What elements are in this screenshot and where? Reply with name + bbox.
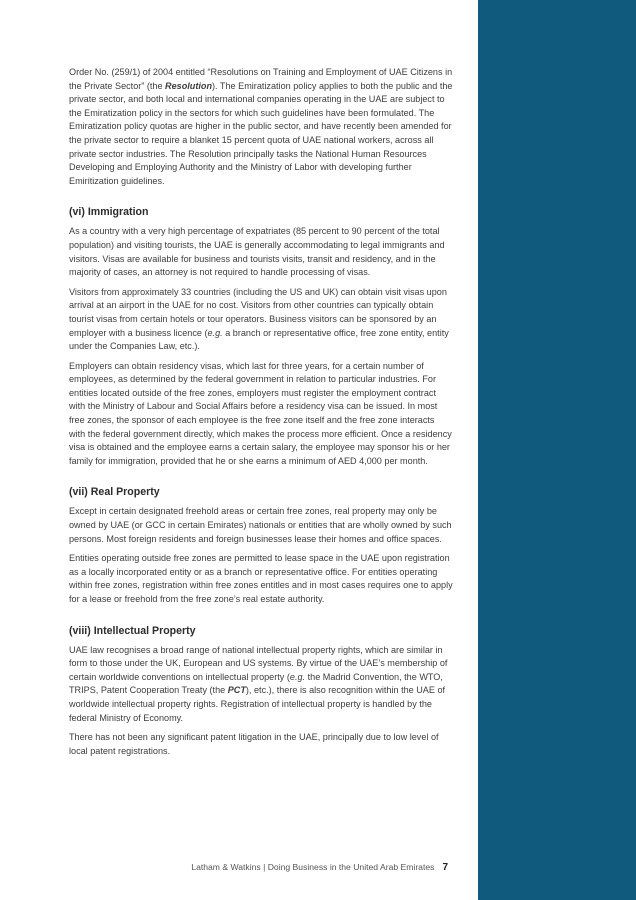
footer-text: Latham & Watkins | Doing Business in the United Arab Emirates	[191, 862, 435, 872]
pct-term: PCT	[227, 685, 246, 696]
emiratization-paragraph: Order No. (259/1) of 2004 entitled “Resolutions on Training and Employment of UAE Citizens in the Private Sector” (the Resolution). The Emiratization policy applies to both the public and the private sector, and both local and international companies operating in the UAE are subject to the Emiratization policy in the sectors for which such guidelines have been formulated. The Emiratization policy quotas are higher in the public sector, and have recently been amended for the private sector to require a blanket 15 percent quota of UAE national workers, across all private sector industries. The Resolution principally tasks the National Human Resources Developing and Employing Authority and the Ministry of Labor with developing further Emiritization guidelines.	[69, 67, 453, 186]
real-property-paragraph-2: Entities operating outside free zones are permitted to lease space in the UAE upon registration as a locally incorporated entity or as a branch or representative office. For entities operating within free zones, registration within free zones entitles and in most cases requires one to apply for a lease or freehold from the free zone’s real estate authority.	[69, 553, 453, 604]
page-content	[69, 66, 453, 764]
immigration-heading: (vi) Immigration	[69, 206, 149, 219]
resolution-term: Resolution	[165, 80, 213, 91]
page-footer	[191, 862, 448, 873]
intellectual-property-heading: (viii) Intellectual Property	[69, 624, 196, 637]
side-color-band	[478, 0, 636, 900]
real-property-paragraph-1: Except in certain designated freehold areas or certain free zones, real property may only be owned by UAE (or GCC in certain Emirates) nationals or entities that are wholly owned by such persons. Most foreign residents and foreign businesses lease their homes and office spaces.	[69, 506, 452, 544]
intellectual-property-paragraph-1: UAE law recognises a broad range of national intellectual property rights, which are similar in form to those under the UK, European and US systems. By virtue of the UAE’s membership of certain worldwide conventions on intellectual property (e.g. the Madrid Convention, the WTO, TRIPS, Patent Cooperation Treaty (the PCT), etc.), there is also recognition within the UAE of worldwide intellectual property rights. Registration of intellectual property is handled by the federal Ministry of Economy.	[69, 644, 448, 723]
intellectual-property-paragraph-2: There has not been any significant patent litigation in the UAE, principally due to low level of local patent registrations.	[69, 732, 439, 756]
real-property-heading: (vii) Real Property	[69, 486, 160, 499]
page-number: 7	[442, 862, 448, 873]
immigration-paragraph-2: Visitors from approximately 33 countries (including the US and UK) can obtain visit visas upon arrival at an airport in the UAE for no cost. Visitors from other countries can typically obtain tourist visas from certain hotels or tour operators. Business visitors can be sponsored by an employer with a business licence (e.g. a branch or representative office, free zone entity, entity under the Companies Law, etc.).	[69, 286, 449, 352]
immigration-paragraph-1: As a country with a very high percentage of expatriates (85 percent to 90 percent of the total population) and visiting tourists, the UAE is generally accommodating to legal immigrants and visitors. Visas are available for business and tourists visits, transit and residency, and in the majority of cases, an attorney is not required to handle processing of visas.	[69, 226, 445, 278]
immigration-paragraph-3: Employers can obtain residency visas, which last for three years, for a certain number of employees, as determined by the federal government in relation to particular industries. For entities located outside of the free zones, employers must register the employment contract with the Ministry of Labour and Social Affairs before a residency visa can be issued. In most free zones, the sponsor of each employee is the free zone itself and the free zone interacts with the federal government directly, which makes the process more efficient. Once a residency visa is obtained and the employee earns a certain salary, the employee may sponsor his or her family for immigration, provided that he or she earns a minimum of AED 4,000 per month.	[69, 360, 452, 466]
